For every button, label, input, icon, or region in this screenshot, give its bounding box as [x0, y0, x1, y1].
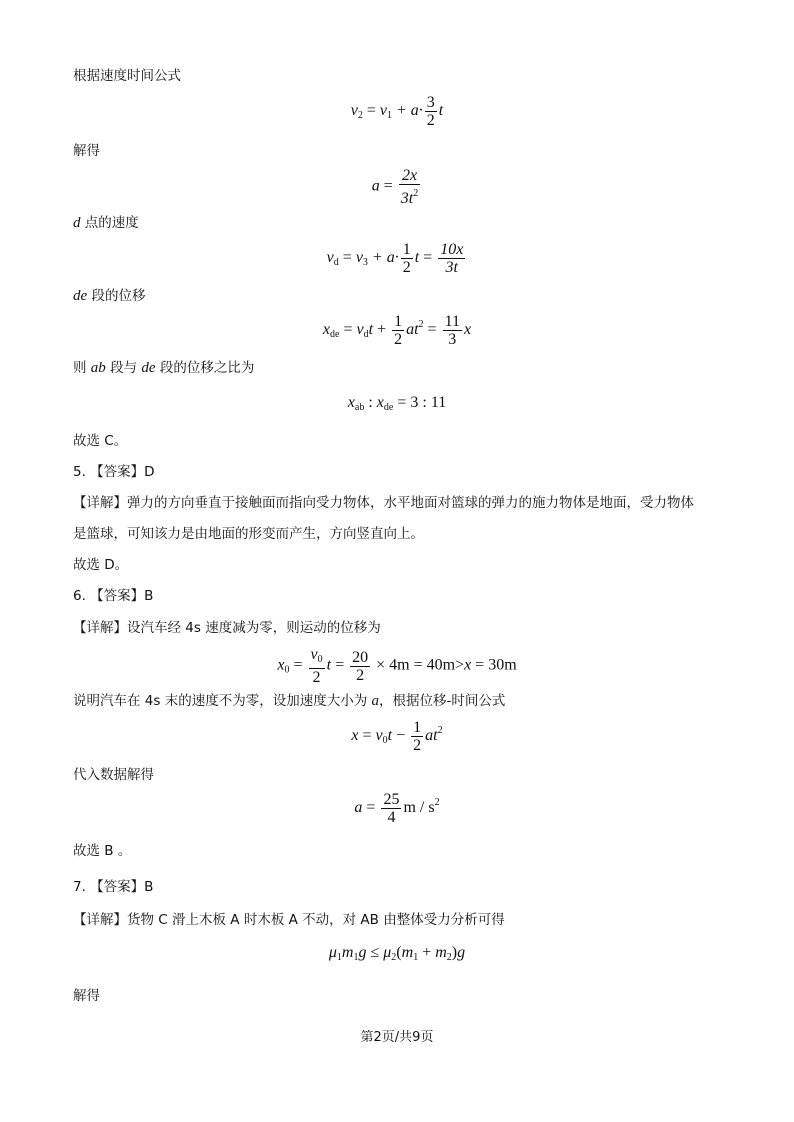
text-line: 故选 C。 — [73, 433, 128, 449]
page-footer: 第2页/共9页 — [360, 1030, 434, 1045]
question-7-answer: 7. 【答案】B — [73, 879, 154, 895]
question-6-detail: 【详解】设汽车经 4s 速度减为零，则运动的位移为 — [73, 620, 381, 636]
equation-displacement-time: $x = v_0t$ − $\frac{1}{2}$ $at^2$ — [351, 719, 443, 754]
equation-displacement-de: $x_{de} = v_dt$ + $\frac{1}{2}$ $at^2$ = $\frac{11}{3}$ x — [322, 313, 472, 348]
question-5-answer: 5. 【答案】D — [73, 464, 155, 480]
question-5-detail: 【详解】弹力的方向垂直于接触面而指向受力物体，水平地面对篮球的弹力的施力物体是地面，受力物体 — [73, 495, 694, 511]
text-line: 解得 — [73, 143, 100, 159]
question-7-detail: 【详解】货物 C 滑上木板 A 时木板 A 不动，对 AB 由整体受力分析可得 — [73, 912, 505, 928]
text-line: 根据速度时间公式 — [73, 68, 181, 84]
question-6-answer: 6. 【答案】B — [73, 588, 154, 604]
equation-acceleration: a = $\frac{2x}{3t^2}$ — [371, 167, 419, 207]
text-line: de 段的位移 — [73, 288, 146, 304]
text-line: 则 ab 段与 de 段的位移之比为 — [73, 360, 255, 376]
question-6-text: 说明汽车在 4s 末的速度不为零，设加速度大小为 a，根据位移-时间公式 — [73, 693, 506, 709]
equation-a-value: a = $\frac{25}{4}$ m / $s^2$ — [354, 791, 440, 826]
question-7-text: 解得 — [73, 988, 100, 1004]
question-6-text: 代入数据解得 — [73, 767, 154, 783]
equation-velocity-v2: $v_2 = v_1 + a\cdot$ $\frac{3}{2}$ t — [350, 94, 444, 129]
question-6-conclusion: 故选 B 。 — [73, 843, 132, 859]
equation-velocity-vd: $v_d = v_3 + a\cdot$ $\frac{1}{2}$ t = $\frac{10x}{3t}$ — [326, 241, 464, 276]
equation-x0: $x_0$ = $\frac{v_0}{2}$ t = $\frac{20}{2}$ × 4m = 40m>x = 30m — [277, 646, 517, 686]
equation-ratio: $x_{ab}$ : $x_{de} = 3$ : 11 — [347, 394, 447, 413]
equation-friction: $\mu_1m_1g \le \mu_2(m_1 + m_2)g$ — [328, 944, 466, 963]
question-5-conclusion: 故选 D。 — [73, 557, 129, 573]
text-line: d 点的速度 — [73, 215, 139, 231]
question-5-detail: 是篮球，可知该力是由地面的形变而产生，方向竖直向上。 — [73, 526, 424, 542]
